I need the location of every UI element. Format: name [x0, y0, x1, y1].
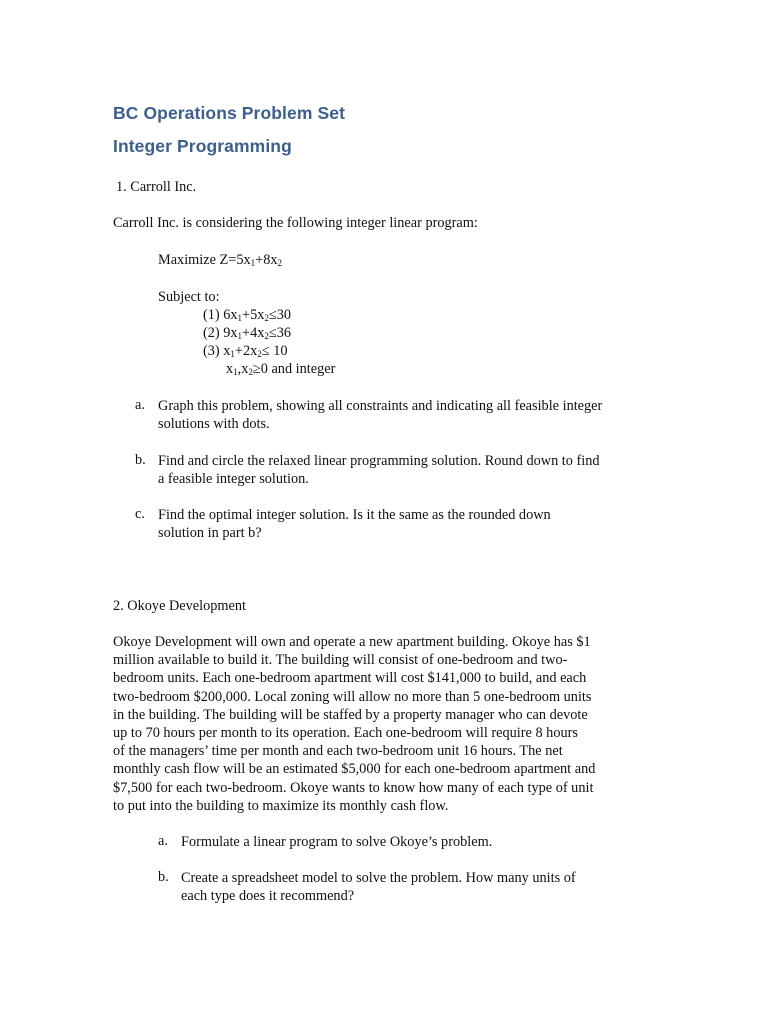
constraint-1: (1) $6x_1+5x_2\le 30$: [203, 307, 292, 323]
part-marker: c.: [135, 506, 145, 522]
problem1-part-b: Find and circle the relaxed linear programming solution. Round down to find a feasible integer solution.: [158, 453, 600, 488]
part-marker: a.: [135, 397, 145, 413]
constraint-3: (3) $x_1+2x_2\le 10$: [203, 343, 288, 359]
problem2-part-b: Create a spreadsheet model to solve the problem. How many units of each type does it recommend?: [181, 870, 576, 905]
nonnegativity-constraint: $x_1,x_2\ge 0$ and integer: [226, 361, 336, 377]
document-subtitle: Integer Programming: [113, 136, 292, 156]
document-title: BC Operations Problem Set: [113, 103, 345, 123]
problem1-intro: Carroll Inc. is considering the following integer linear program:: [113, 215, 478, 231]
problem2-part-a: Formulate a linear program to solve Okoye’s problem.: [181, 834, 493, 850]
problem2-heading: 2. Okoye Development: [113, 598, 247, 614]
problem1-heading: 1. Carroll Inc.: [116, 179, 197, 195]
part-marker: b.: [135, 452, 146, 468]
part-marker: b.: [158, 869, 169, 885]
subject-to-label: Subject to:: [158, 289, 220, 305]
problem1-part-c: Find the optimal integer solution. Is it the same as the rounded down solution in part b?: [158, 507, 551, 542]
problem1-part-a: Graph this problem, showing all constraints and indicating all feasible integer solutions with dots.: [158, 398, 603, 433]
objective-function: Maximize $Z=5x_1+8x_2$: [158, 252, 283, 268]
constraint-2: (2) $9x_1+4x_2\le 36$: [203, 325, 292, 341]
problem2-paragraph: Okoye Development will own and operate a new apartment building. Okoye has $1 million available to build it. The building will consist of one-bedroom and two- bedroom units. Each one-bedroom apartment will cost $141,000 to build, and each two-bedroom $200,000. Local zoning will allow no more than 5 one-bedroom units in the building. The building will be staffed by a property manager who can devote up to 70 hours per month to its operation. Each one-bedroom will require 8 hours of the managers’ time per month and each two-bedroom unit 16 hours. The net monthly cash flow will be an estimated $5,000 for each one-bedroom apartment and $7,500 for each two-bedroom. Okoye wants to know how many of each type of unit to put into the building to maximize its monthly cash flow.: [113, 634, 596, 814]
part-marker: a.: [158, 833, 168, 849]
